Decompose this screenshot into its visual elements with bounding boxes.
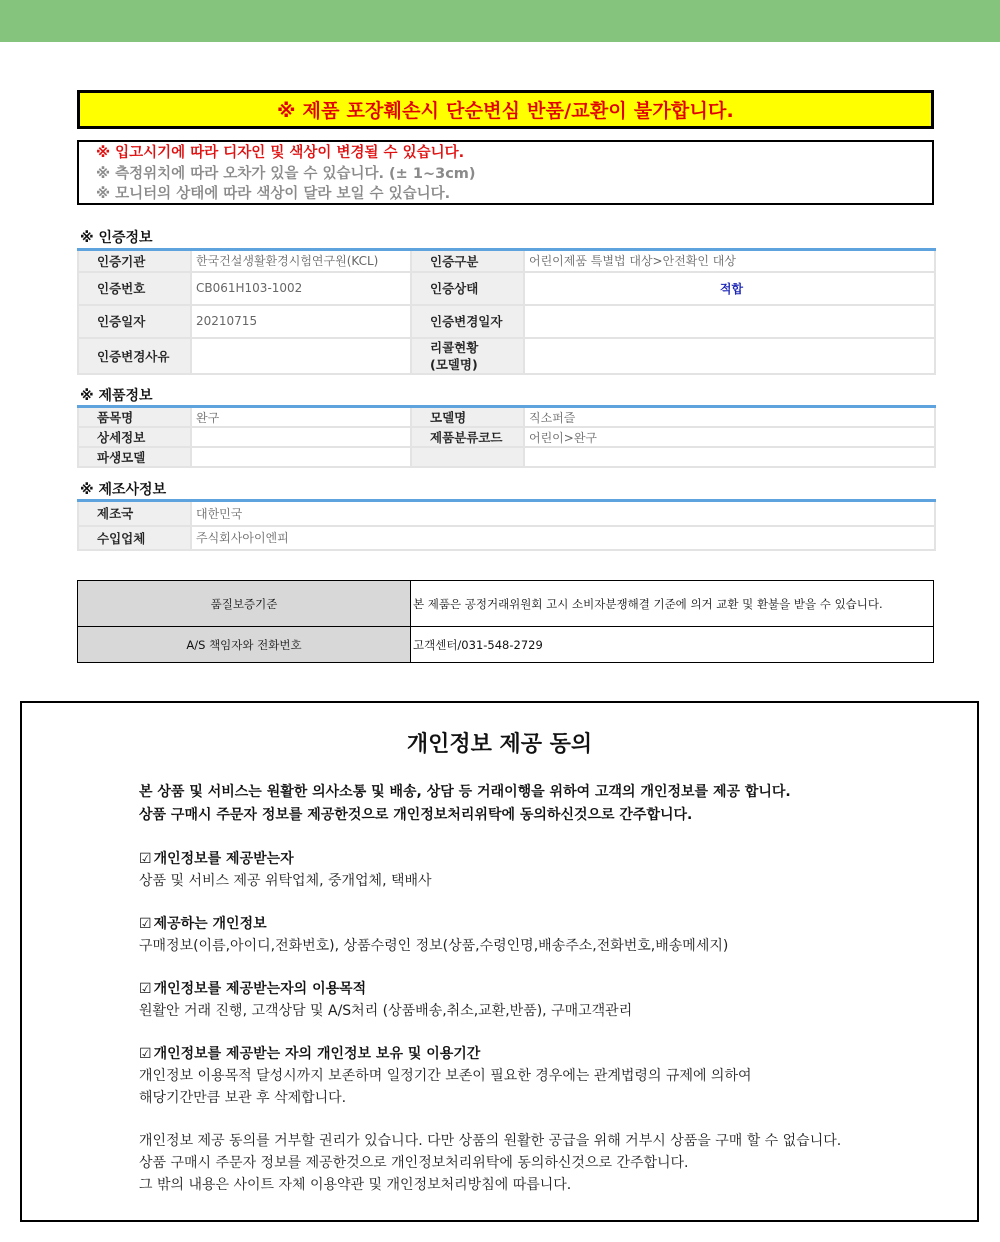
section-text: 해당기간만큼 보관 후 삭제합니다. <box>139 1090 347 1106</box>
importer-label: 수입업체 <box>78 526 191 550</box>
cert-change-date-value <box>524 305 935 338</box>
section-heading: 개인정보를 제공받는자 <box>153 851 294 867</box>
cert-number-value: CB061H103-1002 <box>191 272 411 305</box>
cert-status-value: 적합 <box>524 272 935 305</box>
empty-label <box>411 447 524 467</box>
privacy-title: 개인정보 제공 동의 <box>406 732 593 757</box>
cert-status-label: 인증상태 <box>411 272 524 305</box>
privacy-footer <box>139 1130 959 1196</box>
detail-info-label: 상세정보 <box>78 427 191 447</box>
origin-country-value: 대한민국 <box>191 501 935 526</box>
certification-table <box>77 248 936 375</box>
table-row <box>78 338 935 374</box>
derived-model-value <box>191 447 411 467</box>
table-row <box>78 272 935 305</box>
checkbox-checked-icon: ☑ <box>139 1046 152 1062</box>
empty-value <box>524 447 935 467</box>
manufacturer-table <box>77 499 936 551</box>
table-row <box>78 427 935 447</box>
section-text: 상품 및 서비스 제공 위탁업체, 중개업체, 택배사 <box>139 873 432 889</box>
cert-type-value: 어린이제품 특별법 대상>안전확인 대상 <box>524 250 935 272</box>
recall-status-label-line1: 리콜현황 <box>430 339 479 355</box>
model-name-value: 직소퍼즐 <box>524 407 935 428</box>
quality-standard-value: 본 제품은 공정거래위원회 고시 소비자분쟁해결 기준에 의거 교환 및 환불을 받을 수 있습니다. <box>411 581 934 627</box>
manufacturer-section-title: ※ 제조사정보 <box>80 482 167 498</box>
privacy-section-retention <box>139 1043 959 1109</box>
checkbox-checked-icon: ☑ <box>139 916 152 932</box>
table-row <box>78 407 935 428</box>
cert-change-reason-label: 인증변경사유 <box>78 338 191 374</box>
notice-monitor-color: ※ 모니터의 상태에 따라 색상이 달라 보일 수 있습니다. <box>96 186 451 202</box>
notice-box <box>77 140 934 205</box>
privacy-section-provided-info <box>139 913 959 957</box>
section-heading: 개인정보를 제공받는자의 이용목적 <box>153 981 367 997</box>
derived-model-label: 파생모델 <box>78 447 191 467</box>
table-row <box>78 501 935 526</box>
section-heading: 개인정보를 제공받는 자의 개인정보 보유 및 이용기간 <box>153 1046 481 1062</box>
section-text: 구매정보(이름,아이디,전화번호), 상품수령인 정보(상품,수령인명,배송주소,전화번호,배송메세지) <box>139 938 729 954</box>
origin-country-label: 제조국 <box>78 501 191 526</box>
cert-type-label: 인증구분 <box>411 250 524 272</box>
category-code-value: 어린이>완구 <box>524 427 935 447</box>
quality-standard-label: 품질보증기준 <box>78 581 411 627</box>
cert-agency-value: 한국건설생활환경시험연구원(KCL) <box>191 250 411 272</box>
cert-number-label: 인증번호 <box>78 272 191 305</box>
section-heading: 제공하는 개인정보 <box>153 916 267 932</box>
recall-status-value <box>524 338 935 374</box>
certification-section-title: ※ 인증정보 <box>80 230 153 246</box>
product-section-title: ※ 제품정보 <box>80 388 153 404</box>
checkbox-checked-icon: ☑ <box>139 851 152 867</box>
table-row <box>78 627 934 663</box>
as-contact-label: A/S 책임자와 전화번호 <box>78 627 411 663</box>
return-warning-banner <box>77 90 934 129</box>
cert-change-date-label: 인증변경일자 <box>411 305 524 338</box>
footer-line: 개인정보 제공 동의를 거부할 권리가 있습니다. 다만 상품의 원활한 공급을 위해 거부시 상품을 구매 할 수 없습니다. <box>139 1133 842 1149</box>
recall-status-label <box>411 338 524 374</box>
return-warning-text: ※ 제품 포장훼손시 단순변심 반품/교환이 불가합니다. <box>277 100 734 122</box>
category-code-label: 제품분류코드 <box>411 427 524 447</box>
section-text: 원활안 거래 진행, 고객상담 및 A/S처리 (상품배송,취소,교환,반품), 구매고객관리 <box>139 1003 633 1019</box>
quality-as-table <box>77 580 934 663</box>
cert-agency-label: 인증기관 <box>78 250 191 272</box>
privacy-section-recipients <box>139 848 959 892</box>
as-contact-value: 고객센터/031-548-2729 <box>411 627 934 663</box>
notice-measurement-error: ※ 측정위치에 따라 오차가 있을 수 있습니다. (± 1~3cm) <box>96 165 476 182</box>
privacy-intro-line: 본 상품 및 서비스는 원활한 의사소통 및 배송, 상담 등 거래이행을 위하여 고객의 개인정보를 제공 합니다. <box>139 784 791 800</box>
privacy-intro-line: 상품 구매시 주문자 정보를 제공한것으로 개인정보처리위탁에 동의하신것으로 간주합니다. <box>139 807 693 823</box>
notice-design-change: ※ 입고시기에 따라 디자인 및 색상이 변경될 수 있습니다. <box>96 145 465 161</box>
top-color-band <box>0 0 1000 42</box>
detail-info-value <box>191 427 411 447</box>
table-row <box>78 447 935 467</box>
footer-line: 상품 구매시 주문자 정보를 제공한것으로 개인정보처리위탁에 동의하신것으로 간주합니다. <box>139 1155 689 1171</box>
item-name-value: 완구 <box>191 407 411 428</box>
importer-value: 주식회사아이엔피 <box>191 526 935 550</box>
model-name-label: 모델명 <box>411 407 524 428</box>
product-table <box>77 405 936 468</box>
privacy-section-purpose <box>139 978 959 1022</box>
privacy-consent-box <box>20 701 979 1222</box>
privacy-body <box>139 781 959 1196</box>
table-row <box>78 250 935 272</box>
footer-line: 그 밖의 내용은 사이트 자체 이용약관 및 개인정보처리방침에 따릅니다. <box>139 1177 572 1193</box>
checkbox-checked-icon: ☑ <box>139 981 152 997</box>
item-name-label: 품목명 <box>78 407 191 428</box>
cert-date-label: 인증일자 <box>78 305 191 338</box>
cert-change-reason-value <box>191 338 411 374</box>
section-text: 개인정보 이용목적 달성시까지 보존하며 일정기간 보존이 필요한 경우에는 관계법령의 규제에 의하여 <box>139 1068 752 1084</box>
table-row <box>78 305 935 338</box>
table-row <box>78 526 935 550</box>
recall-status-label-line2: (모델명) <box>430 356 478 372</box>
table-row <box>78 581 934 627</box>
cert-date-value: 20210715 <box>191 305 411 338</box>
